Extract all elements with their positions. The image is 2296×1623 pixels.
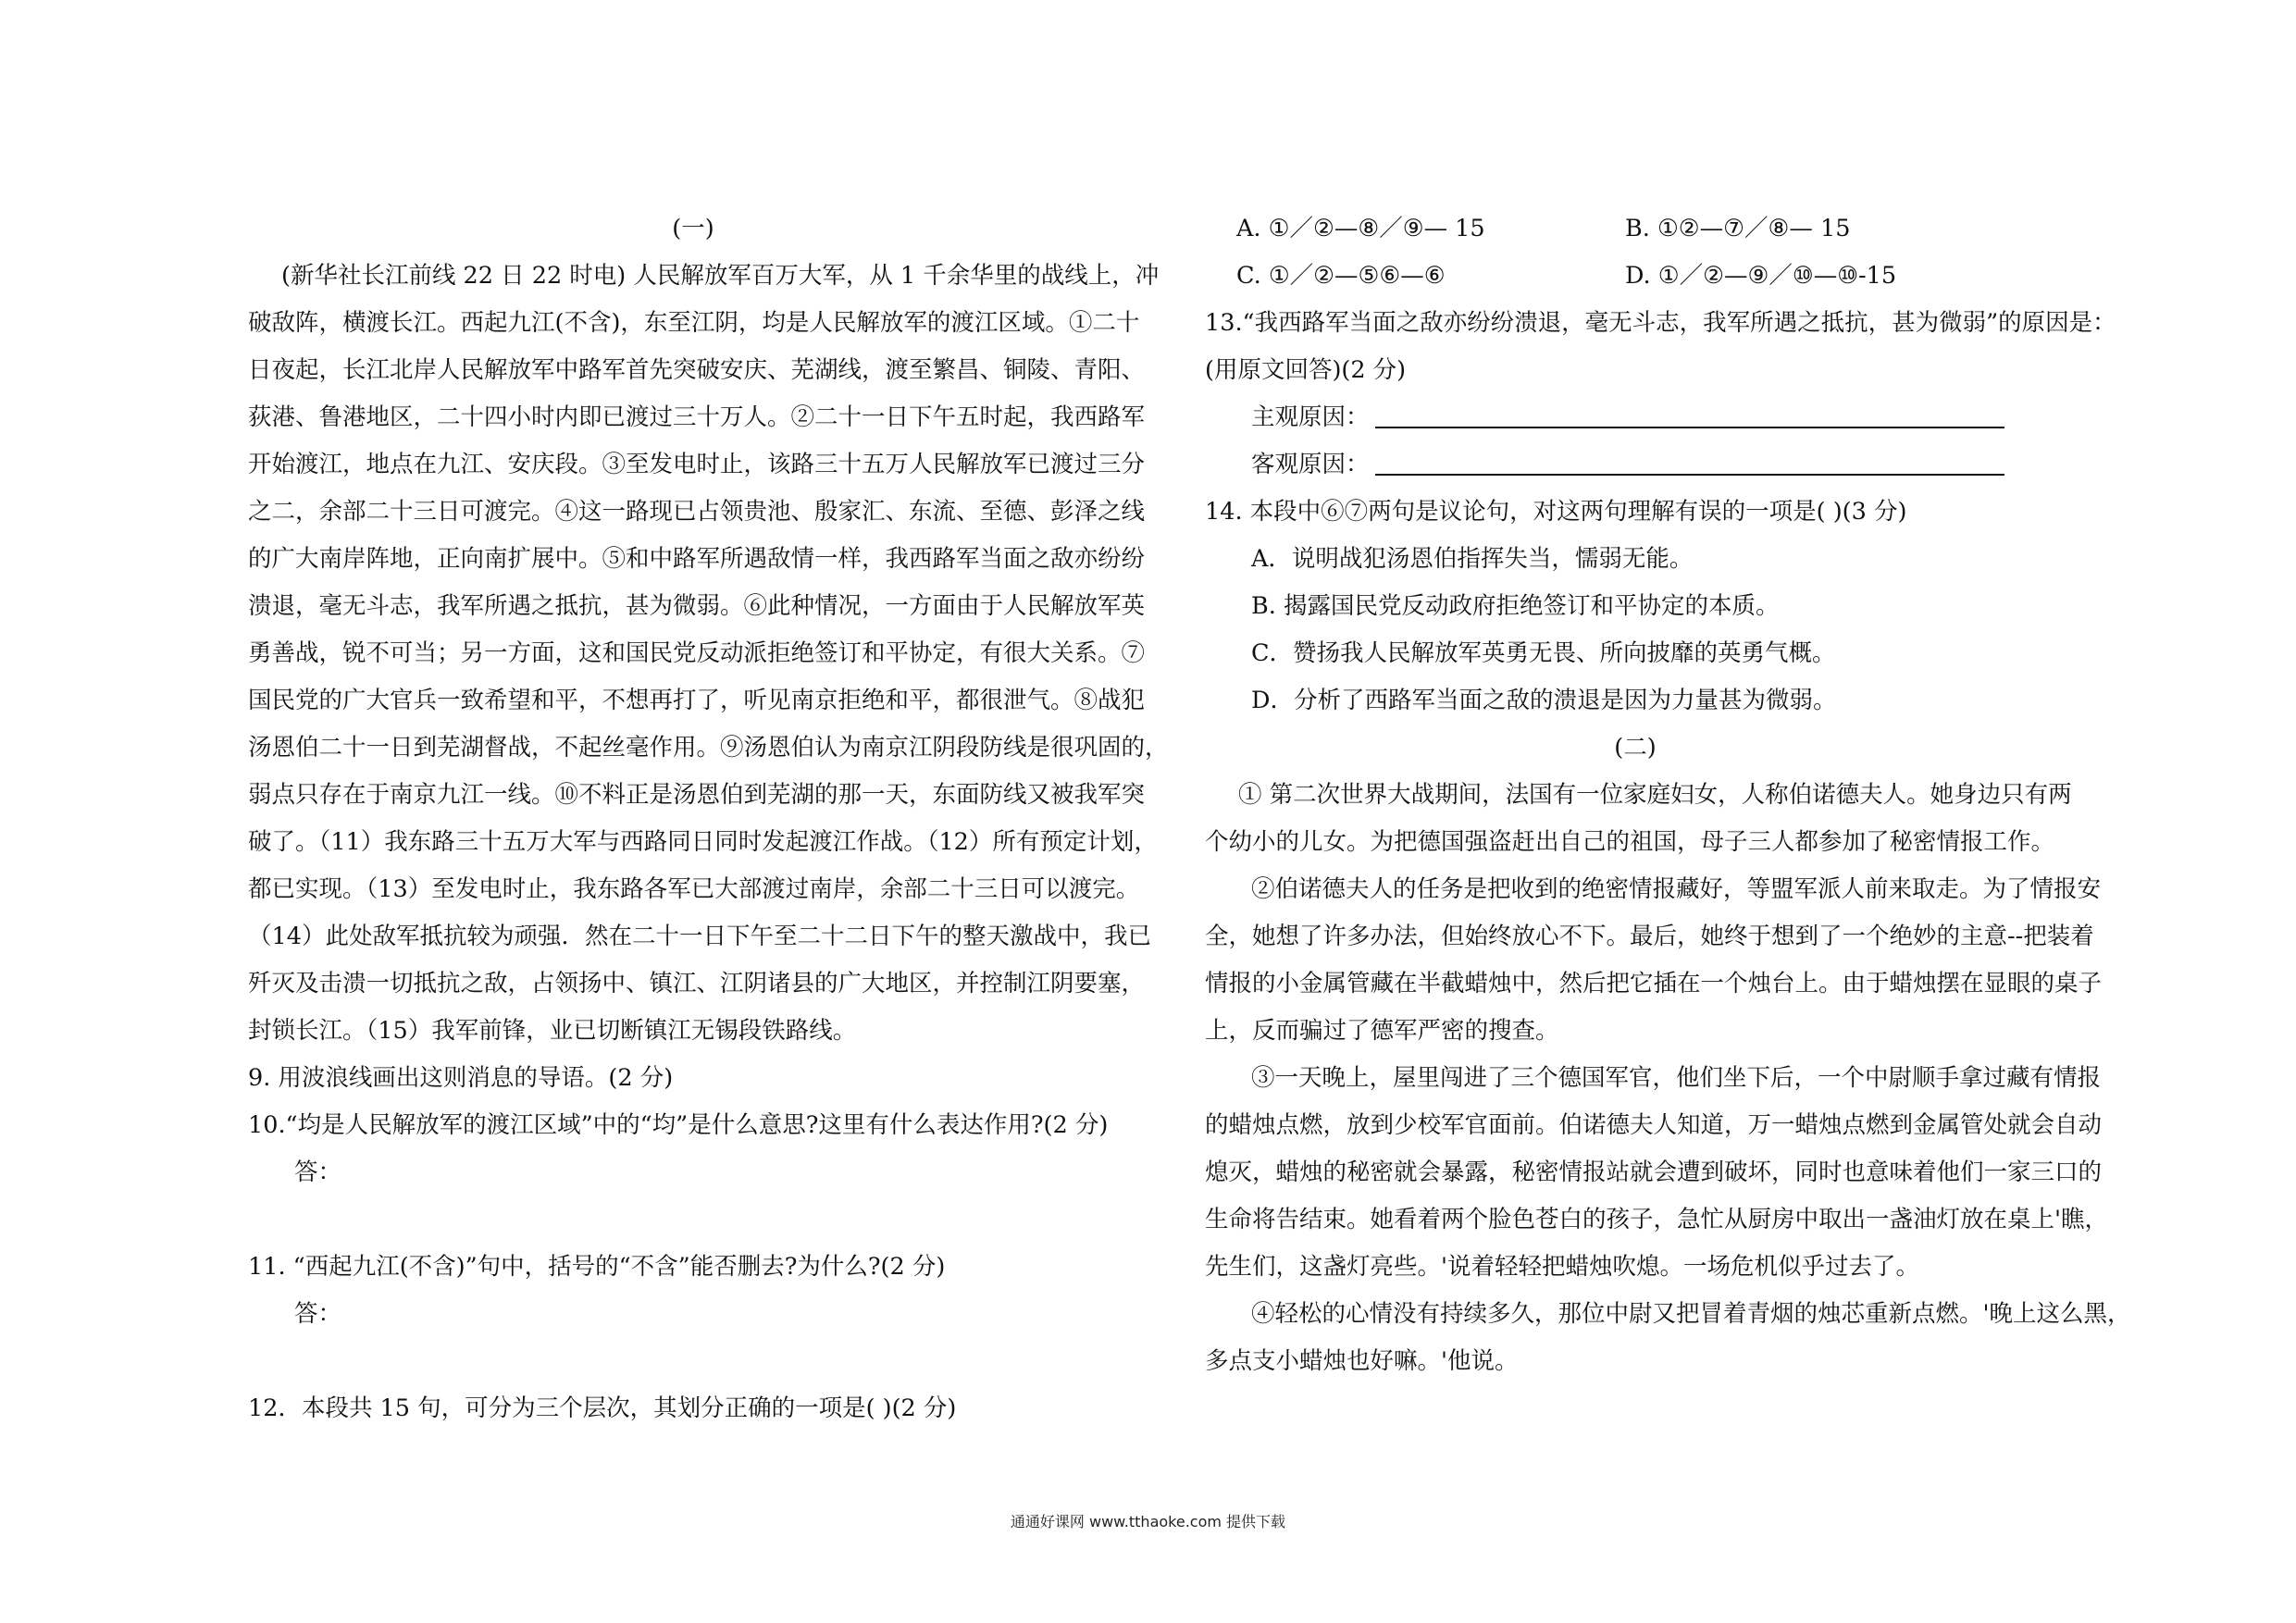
passage-line: 歼灭及击溃一切抵抗之敌，占领扬中、镇江、江阴诸县的广大地区，并控制江阴要塞，: [248, 970, 1146, 997]
passage-line: 破敌阵，横渡长江。西起九江(不含)，东至江阴，均是人民解放军的渡江区域。①二十: [248, 309, 1140, 337]
q13-objective-row: [1205, 441, 2066, 489]
page-footer: 通通好课网 www.tthaoke.com 提供下载: [1010, 1513, 1286, 1530]
q12-options-row-2: [1205, 253, 2066, 300]
left-column: [248, 205, 1169, 1432]
story-line: ① 第二次世界大战期间，法国有一位家庭妇女，人称伯诺德夫人。她身边只有两: [1238, 781, 2072, 809]
story-line: 情报的小金属管藏在半截蜡烛中，然后把它插在一个烛台上。由于蜡烛摆在显眼的桌子: [1205, 970, 2103, 997]
question-14: 14. 本段中⑥⑦两句是议论句，对这两句理解有误的一项是( )(3 分): [1205, 498, 1907, 526]
story-line: 个幼小的儿女。为把德国强盗赶出自己的祖国，母子三人都参加了秘密情报工作。: [1205, 828, 2055, 856]
story-line: 熄灭，蜡烛的秘密就会暴露，秘密情报站就会遭到破坏，同时也意味着他们一家三口的: [1205, 1158, 2103, 1186]
question-11: 11. “西起九江(不含)”句中，括号的“不含”能否删去?为什么?(2 分): [248, 1253, 946, 1281]
q12-option-b: B. ①②—⑦／⑧— 15: [1625, 215, 1851, 242]
story-line: 上，反而骗过了德军严密的搜查。: [1205, 1017, 1559, 1045]
section-heading-1: (一): [672, 215, 714, 242]
answer-label-10: 答：: [294, 1158, 342, 1186]
q13-objective-answer-line[interactable]: [1375, 455, 2004, 476]
story-line: 全，她想了许多办法，但始终放心不下。最后，她终于想到了一个绝妙的主意--把装着: [1205, 923, 2094, 950]
passage-line: 开始渡江，地点在九江、安庆段。③至发电时止，该路三十五万人民解放军已渡过三分: [248, 451, 1146, 478]
answer-space-10[interactable]: [248, 1196, 1138, 1244]
answer-label-11: 答：: [294, 1300, 342, 1328]
story-line: 先生们，这盏灯亮些。'说着轻轻把蜡烛吹熄。一场危机似乎过去了。: [1205, 1253, 1920, 1281]
question-13-note: (用原文回答)(2 分): [1205, 356, 1407, 384]
q12-option-d: D. ①／②—⑨／⑩—⑩-15: [1625, 262, 1897, 290]
answer-space-11[interactable]: [248, 1338, 1138, 1385]
passage-line: 日夜起，长江北岸人民解放军中路军首先突破安庆、芜湖线，渡至繁昌、铜陵、青阳、: [248, 356, 1146, 384]
question-12: 12．本段共 15 句，可分为三个层次，其划分正确的一项是( )(2 分): [248, 1394, 957, 1422]
q12-options-row-1: [1205, 205, 2066, 253]
passage-line: （14）此处敌军抵抗较为顽强．然在二十一日下午至二十二日下午的整天激战中，我已: [248, 923, 1151, 950]
question-9: 9. 用波浪线画出这则消息的导语。(2 分): [248, 1064, 674, 1092]
passage-line: 弱点只存在于南京九江一线。⑩不料正是汤恩伯到芜湖的那一天，东面防线又被我军突: [248, 781, 1146, 809]
right-column: [1205, 205, 2131, 1385]
passage-line: 破了。（11）我东路三十五万大军与西路同日同时发起渡江作战。（12）所有预定计划，: [248, 828, 1158, 856]
q13-subjective-answer-line[interactable]: [1375, 408, 2004, 428]
story-line: ④轻松的心情没有持续多久，那位中尉又把冒着青烟的烛芯重新点燃。'晚上这么黑，: [1251, 1300, 2131, 1328]
passage-line: 勇善战，锐不可当；另一方面，这和国民党反动派拒绝签订和平协定，有很大关系。⑦: [248, 639, 1146, 667]
q13-subjective-row: [1205, 394, 2066, 441]
passage-line: 封锁长江。（15）我军前锋，业已切断镇江无锡段铁路线。: [248, 1017, 857, 1045]
passage-line: 的广大南岸阵地，正向南扩展中。⑤和中路军所遇敌情一样，我西路军当面之敌亦纷纷: [248, 545, 1146, 573]
q14-option-d: D．分析了西路军当面之敌的溃退是因为力量甚为微弱。: [1251, 687, 1837, 714]
story-line: ②伯诺德夫人的任务是把收到的绝密情报藏好，等盟军派人前来取走。为了情报安: [1251, 875, 2102, 903]
q14-option-c: C．赞扬我人民解放军英勇无畏、所向披靡的英勇气概。: [1251, 639, 1836, 667]
passage-line: 汤恩伯二十一日到芜湖督战，不起丝毫作用。⑨汤恩伯认为南京江阴段防线是很巩固的，: [248, 734, 1169, 762]
story-line: ③一天晚上，屋里闯进了三个德国军官，他们坐下后，一个中尉顺手拿过藏有情报: [1251, 1064, 2102, 1092]
passage-line: (新华社长江前线 22 日 22 时电) 人民解放军百万大军，从 1 千余华里的战线上，冲: [281, 262, 1160, 290]
section-heading-2: (二): [1614, 734, 1657, 762]
passage-line: 国民党的广大官兵一致希望和平，不想再打了，听见南京拒绝和平，都很泄气。⑧战犯: [248, 687, 1146, 714]
passage-line: 荻港、鲁港地区，二十四小时内即已渡过三十万人。②二十一日下午五时起，我西路军: [248, 403, 1146, 431]
question-13: 13.“我西路军当面之敌亦纷纷溃退，毫无斗志，我军所遇之抵抗，甚为微弱”的原因是：: [1205, 309, 2116, 337]
q13-objective-label: 客观原因：: [1251, 451, 1370, 478]
story-line: 的蜡烛点燃，放到少校军官面前。伯诺德夫人知道，万一蜡烛点燃到金属管处就会自动: [1205, 1111, 2103, 1139]
passage-line: 都已实现。（13）至发电时止，我东路各军已大部渡过南岸，余部二十三日可以渡完。: [248, 875, 1140, 903]
q14-option-b: B. 揭露国民党反动政府拒绝签订和平协定的本质。: [1251, 592, 1780, 620]
story-line: 生命将告结束。她看着两个脸色苍白的孩子，急忙从厨房中取出一盏油灯放在桌上'瞧，: [1205, 1206, 2109, 1233]
q13-subjective-label: 主观原因：: [1251, 403, 1370, 431]
passage-line: 之二，余部二十三日可渡完。④这一路现已占领贵池、殷家汇、东流、至德、彭泽之线: [248, 498, 1146, 526]
passage-line: 溃退，毫无斗志，我军所遇之抵抗，甚为微弱。⑥此种情况，一方面由于人民解放军英: [248, 592, 1146, 620]
q14-option-a: A．说明战犯汤恩伯指挥失当，懦弱无能。: [1251, 545, 1694, 573]
story-line: 多点支小蜡烛也好嘛。'他说。: [1205, 1347, 1519, 1375]
q12-option-c: C. ①／②—⑤⑥—⑥: [1236, 262, 1446, 290]
q12-option-a: A. ①／②—⑧／⑨— 15: [1236, 215, 1485, 242]
question-10: 10.“均是人民解放军的渡江区域”中的“均”是什么意思?这里有什么表达作用?(2 分): [248, 1111, 1109, 1139]
